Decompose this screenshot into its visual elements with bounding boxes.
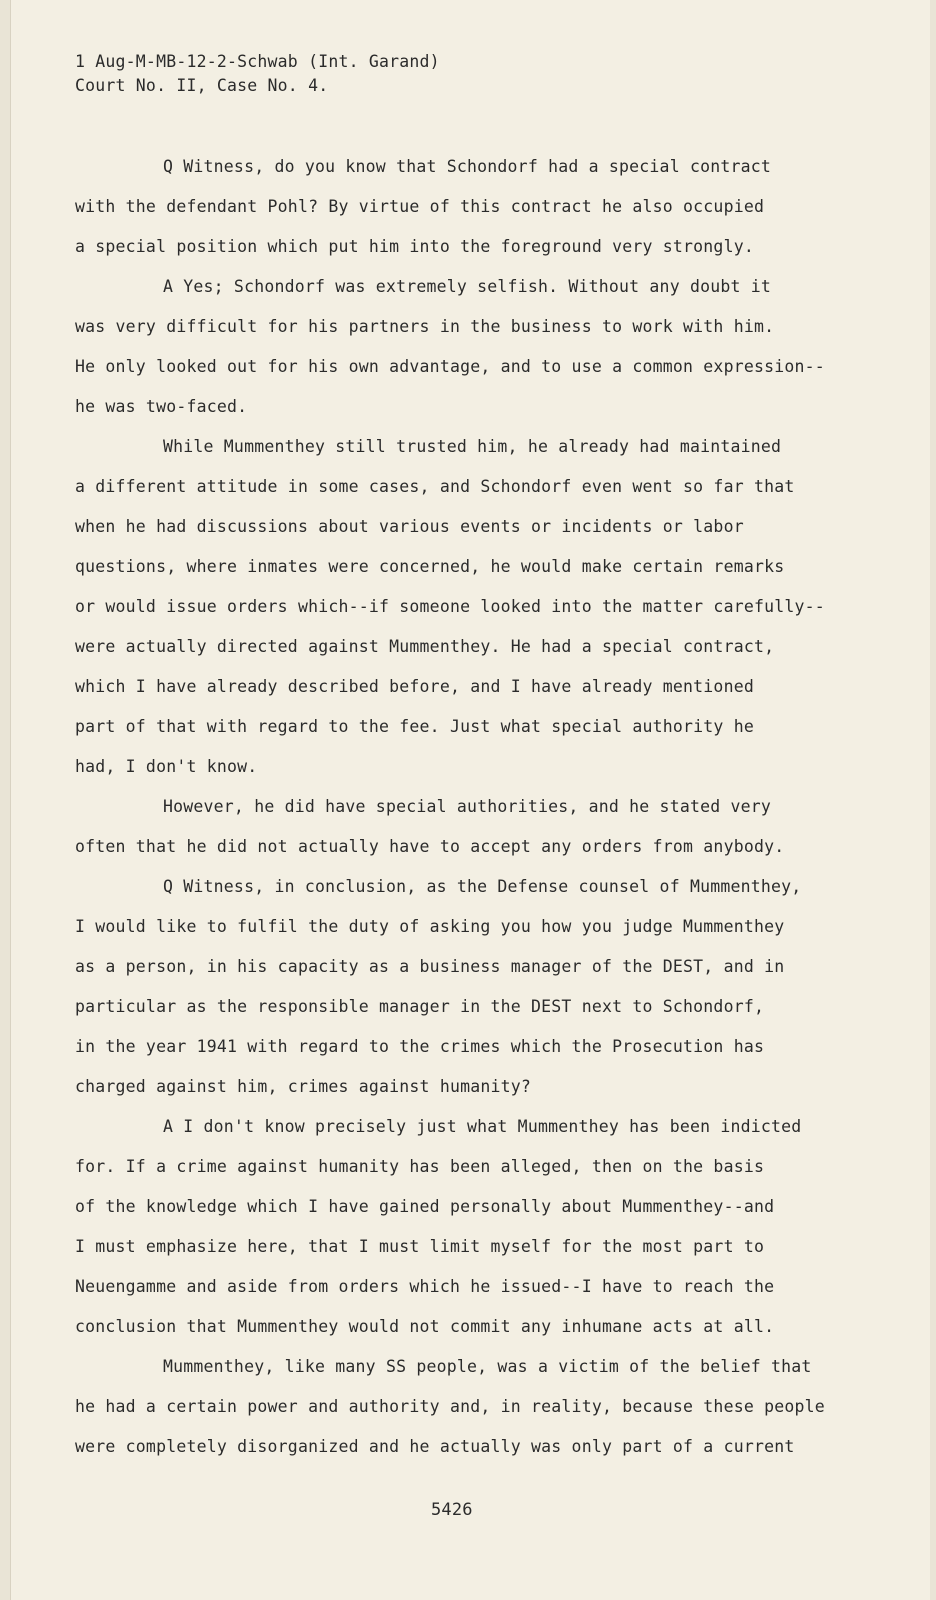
text-line: or would issue orders which--if someone looked into the matter carefully--	[75, 597, 825, 616]
document-page	[10, 0, 930, 1600]
text-line: with the defendant Pohl? By virtue of this contract he also occupied	[75, 197, 765, 216]
text-line: a special position which put him into the foreground very strongly.	[75, 237, 754, 256]
text-line: He only looked out for his own advantage, and to use a common expression--	[75, 357, 825, 376]
text-line: Q Witness, do you know that Schondorf had a special contract	[163, 157, 772, 176]
page-number: 5426	[431, 1500, 473, 1520]
text-line: part of that with regard to the fee. Just what special authority he	[75, 717, 754, 736]
text-line: when he had discussions about various events or incidents or labor	[75, 517, 744, 536]
text-line: was very difficult for his partners in the business to work with him.	[75, 317, 775, 336]
text-line: A Yes; Schondorf was extremely selfish. Without any doubt it	[163, 277, 772, 296]
paragraph-ss-belief	[75, 1347, 865, 1467]
header-reference-line: 1 Aug-M-MB-12-2-Schwab (Int. Garand)	[75, 52, 440, 71]
text-line: However, he did have special authorities, and he stated very	[163, 797, 772, 816]
text-line: a different attitude in some cases, and Schondorf even went so far that	[75, 477, 795, 496]
document-header	[75, 50, 440, 98]
text-line: Neuengamme and aside from orders which he issued--I have to reach the	[75, 1277, 775, 1296]
text-line: A I don't know precisely just what Mummenthey has been indicted	[163, 1117, 802, 1136]
text-line: he was two-faced.	[75, 397, 248, 416]
text-line: in the year 1941 with regard to the crimes which the Prosecution has	[75, 1037, 765, 1056]
text-line: were actually directed against Mummenthey. He had a special contract,	[75, 637, 775, 656]
text-line: Mummenthey, like many SS people, was a victim of the belief that	[163, 1357, 812, 1376]
text-line: for. If a crime against humanity has been alleged, then on the basis	[75, 1157, 765, 1176]
header-court-line: Court No. II, Case No. 4.	[75, 76, 329, 95]
text-line: charged against him, crimes against humanity?	[75, 1077, 532, 1096]
text-line: often that he did not actually have to accept any orders from anybody.	[75, 837, 785, 856]
text-line: had, I don't know.	[75, 757, 258, 776]
paragraph-question-contract	[75, 147, 865, 267]
text-line: While Mummenthey still trusted him, he already had maintained	[163, 437, 782, 456]
paragraph-special-authorities	[75, 787, 865, 867]
paragraph-mummenthey-trust	[75, 427, 865, 787]
transcript-body	[75, 147, 865, 1467]
text-line: particular as the responsible manager in the DEST next to Schondorf,	[75, 997, 765, 1016]
paragraph-question-conclusion	[75, 867, 865, 1107]
paragraph-answer-selfish	[75, 267, 865, 427]
text-line: were completely disorganized and he actually was only part of a current	[75, 1437, 795, 1456]
text-line: which I have already described before, and I have already mentioned	[75, 677, 754, 696]
text-line: conclusion that Mummenthey would not commit any inhumane acts at all.	[75, 1317, 775, 1336]
text-line: Q Witness, in conclusion, as the Defense counsel of Mummenthey,	[163, 877, 802, 896]
text-line: questions, where inmates were concerned, he would make certain remarks	[75, 557, 785, 576]
text-line: of the knowledge which I have gained personally about Mummenthey--and	[75, 1197, 775, 1216]
paragraph-answer-indicted	[75, 1107, 865, 1347]
text-line: I would like to fulfil the duty of asking you how you judge Mummenthey	[75, 917, 785, 936]
text-line: he had a certain power and authority and, in reality, because these people	[75, 1397, 825, 1416]
text-line: as a person, in his capacity as a business manager of the DEST, and in	[75, 957, 785, 976]
text-line: I must emphasize here, that I must limit myself for the most part to	[75, 1237, 765, 1256]
